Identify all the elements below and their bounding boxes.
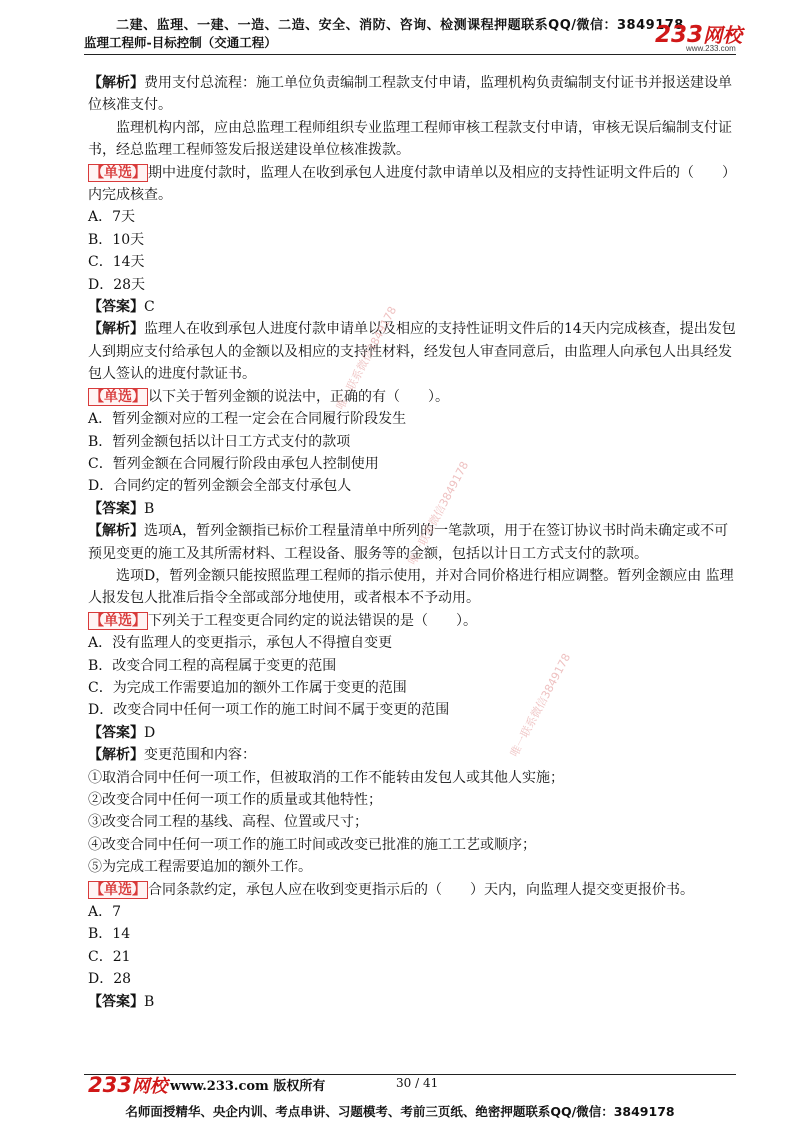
footer-copyright: www.233.com 版权所有 xyxy=(170,1079,326,1094)
option-text: B．14 xyxy=(88,926,131,943)
paragraph-text: 选项D，暂列金额只能按照监理工程师的指示使用，并对合同价格进行相应调整。暂列金额应由 监理人报发包人批准后指令全部或部分地使用，或者根本不予动用。 xyxy=(88,567,734,607)
list-item-text: ①取消合同中任何一项工作，但被取消的工作不能转由发包人或其他人实施； xyxy=(88,769,564,786)
watermark-upper: 唯一联系微信3849178 xyxy=(333,304,400,413)
list-item-text: ②改变合同中任何一项工作的质量或其他特性； xyxy=(88,792,382,808)
question-text: 下列关于工程变更合同约定的说法错误的是（ ）。 xyxy=(148,612,477,629)
option-text: C．21 xyxy=(88,948,131,965)
analysis-paragraph xyxy=(88,744,738,766)
answer-option xyxy=(88,968,738,990)
option-text: B．10天 xyxy=(88,231,145,248)
option-text: B．暂列金额包括以计日工方式支付的款项 xyxy=(88,433,351,450)
paragraph-text: 监理机构内部，应由总监理工程师组织专业监理工程师审核工程款支付申请，审核无误后编制支付证书，经总监理工程师签发后报送建设单位核准拨款。 xyxy=(88,119,732,159)
watermark-low: 唯一联系微信3849178 xyxy=(405,459,472,568)
header-promo-line: 二建、监理、一建、一造、二造、安全、消防、咨询、检测课程押题联系QQ/微信：3849178 xyxy=(116,18,684,33)
answer-label: 【答案】 xyxy=(88,500,144,517)
answer-line xyxy=(88,296,738,318)
answer-option xyxy=(88,946,738,968)
answer-line xyxy=(88,991,738,1013)
footer-promo-line: 名师面授精华、央企内训、考点串讲、习题模考、考前三页纸、绝密押题联系QQ/微信：3849178 xyxy=(125,1104,675,1119)
answer-line xyxy=(88,722,738,744)
question-type-badge: 【单选】 xyxy=(90,612,146,629)
brand-logo-url: www.233.com xyxy=(686,44,736,53)
list-item-text: ③改变合同工程的基线、高程、位置或尺寸； xyxy=(88,814,368,831)
list-item xyxy=(88,789,738,811)
question-text: 以下关于暂列金额的说法中，正确的有（ ）。 xyxy=(148,388,449,405)
footer-logo-number: 233 xyxy=(88,1073,132,1097)
answer-option xyxy=(88,475,738,497)
analysis-text: 监理人在收到承包人进度付款申请单以及相应的支持性证明文件后的14天内完成核查，提出发包人到期应支付给承包人的金额以及相应的支持性材料，经发包人审查同意后，由监理人向承包人出具经发包人签认的进度付款证书。 xyxy=(88,321,736,383)
list-item xyxy=(88,811,738,833)
answer-option xyxy=(88,251,738,273)
option-text: C．为完成工作需要追加的额外工作属于变更的范围 xyxy=(88,679,407,696)
answer-option xyxy=(88,408,738,430)
page-number: 30 / 41 xyxy=(396,1076,439,1090)
explanation-paragraph xyxy=(88,117,738,162)
option-text: D．28 xyxy=(88,971,132,988)
analysis-text: 变更范围和内容： xyxy=(144,747,256,764)
question-type-badge: 【单选】 xyxy=(90,164,146,181)
option-text: C．暂列金额在合同履行阶段由承包人控制使用 xyxy=(88,455,379,472)
footer-logo-text: 网校 xyxy=(131,1076,168,1097)
answer-value: B xyxy=(144,993,155,1010)
question-type-badge: 【单选】 xyxy=(90,388,146,405)
document-subtitle: 监理工程师-目标控制（交通工程） xyxy=(84,35,277,50)
list-item xyxy=(88,834,738,856)
option-text: D．合同约定的暂列金额会全部支付承包人 xyxy=(88,478,352,495)
brand-logo-number: 233 xyxy=(655,22,704,48)
question-stem xyxy=(88,386,738,408)
analysis-label: 【解析】 xyxy=(88,747,144,764)
question-text: 期中进度付款时，监理人在收到承包人进度付款申请单以及相应的支持性证明文件后的（ ）内完成核查。 xyxy=(88,164,736,204)
question-text: 合同条款约定，承包人应在收到变更指示后的（ ）天内，向监理人提交变更报价书。 xyxy=(148,881,694,898)
list-item xyxy=(88,767,738,789)
list-item xyxy=(88,856,738,878)
answer-option xyxy=(88,229,738,251)
answer-label: 【答案】 xyxy=(88,993,144,1010)
answer-label: 【答案】 xyxy=(88,299,144,316)
analysis-label: 【解析】 xyxy=(88,321,144,338)
answer-value: D xyxy=(144,724,156,741)
option-text: D．改变合同中任何一项工作的施工时间不属于变更的范围 xyxy=(88,702,450,719)
option-text: D．28天 xyxy=(88,276,146,293)
answer-option xyxy=(88,699,738,721)
option-text: A．暂列金额对应的工程一定会在合同履行阶段发生 xyxy=(88,411,407,428)
watermark-mid: 唯一联系微信3849178 xyxy=(507,651,574,760)
option-text: A．7 xyxy=(88,904,122,921)
option-text: A．7天 xyxy=(88,209,136,226)
option-text: A．没有监理人的变更指示，承包人不得擅自变更 xyxy=(88,635,393,652)
answer-option xyxy=(88,901,738,923)
answer-option xyxy=(88,632,738,654)
analysis-text: 费用支付总流程：施工单位负责编制工程款支付申请，监理机构负责编制支付证书并报送建设单位核准支付。 xyxy=(88,75,732,114)
list-item-text: ⑤为完成工程需要追加的额外工作。 xyxy=(88,859,312,876)
answer-option xyxy=(88,655,738,677)
question-type-badge: 【单选】 xyxy=(90,881,146,898)
analysis-paragraph xyxy=(88,318,738,385)
answer-option xyxy=(88,206,738,228)
answer-option xyxy=(88,923,738,945)
answer-option xyxy=(88,453,738,475)
footer-logo[interactable] xyxy=(88,1074,168,1098)
explanation-paragraph xyxy=(88,565,738,610)
answer-label: 【答案】 xyxy=(88,724,144,741)
question-stem xyxy=(88,162,738,207)
list-item-text: ④改变合同中任何一项工作的施工时间或改变已批准的施工工艺或顺序； xyxy=(88,836,536,853)
analysis-label: 【解析】 xyxy=(88,523,144,540)
question-stem xyxy=(88,610,738,632)
option-text: C．14天 xyxy=(88,254,145,271)
answer-value: B xyxy=(144,500,155,517)
question-stem xyxy=(88,879,738,901)
brand-logo-text: 网校 xyxy=(703,24,743,47)
answer-line xyxy=(88,498,738,520)
answer-option xyxy=(88,431,738,453)
answer-option xyxy=(88,677,738,699)
header-divider xyxy=(84,54,736,55)
answer-option xyxy=(88,274,738,296)
option-text: B．改变合同工程的高程属于变更的范围 xyxy=(88,657,337,674)
analysis-label: 【解析】 xyxy=(88,75,144,91)
answer-value: C xyxy=(144,299,155,316)
analysis-text: 选项A，暂列金额指已标价工程量清单中所列的一笔款项，用于在签订协议书时尚未确定或不可预见变更的施工及其所需材料、工程设备、服务等的金额，包括以计日工方式支付的款项。 xyxy=(88,523,729,562)
analysis-paragraph xyxy=(88,72,738,117)
